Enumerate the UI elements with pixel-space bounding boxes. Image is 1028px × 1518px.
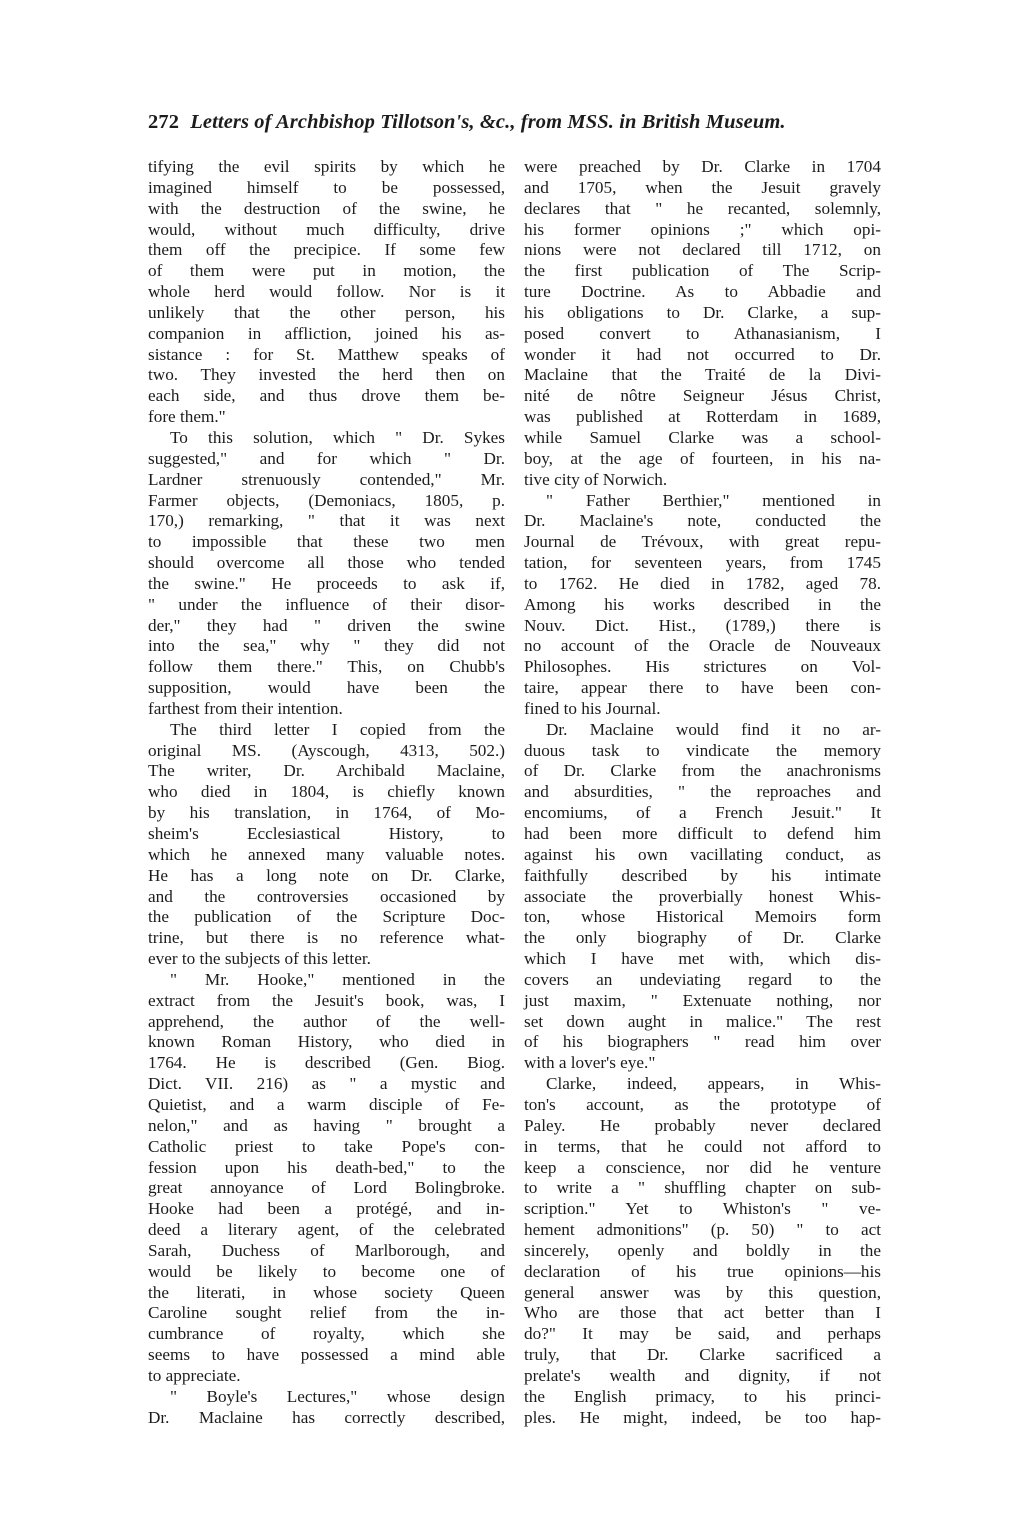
text-line: To this solution, which " Dr. Sykes [170, 427, 505, 447]
text-line: declares that " he recanted, solemnly, [524, 198, 881, 218]
text-line: would be likely to become one of [148, 1261, 505, 1281]
text-line: Catholic priest to take Pope's con- [148, 1136, 505, 1156]
text-line: whole herd would follow. Nor is it [148, 282, 505, 302]
text-line: Philosophes. His strictures on Vol- [524, 657, 881, 677]
text-line: set down aught in malice." The rest [524, 1011, 881, 1031]
text-line: farthest from their intention. [148, 698, 343, 718]
text-line: " Boyle's Lectures," whose design [170, 1386, 505, 1406]
text-line: trine, but there is no reference what- [148, 928, 505, 948]
text-line: prelate's wealth and dignity, if not [524, 1365, 881, 1385]
text-line: of Dr. Clarke from the anachronisms [524, 761, 881, 781]
text-line: would, without much difficulty, drive [148, 219, 505, 239]
text-line: known Roman History, who died in [148, 1032, 505, 1052]
text-line: and 1705, when the Jesuit gravely [524, 177, 881, 197]
text-line: do?" It may be said, and perhaps [524, 1324, 881, 1344]
text-line: tifying the evil spirits by which he [148, 157, 505, 176]
left-column [148, 157, 505, 1428]
text-line: covers an undeviating regard to the [524, 969, 881, 989]
text-line: Hooke had been a protégé, and in- [148, 1199, 505, 1219]
text-line: ton, whose Historical Memoirs form [524, 907, 881, 927]
text-line: to write a " shuffling chapter on sub- [524, 1178, 881, 1198]
text-line: were preached by Dr. Clarke in 1704 [524, 157, 881, 176]
text-line: with a lover's eye." [524, 1053, 656, 1073]
text-line: Clarke, indeed, appears, in Whis- [546, 1074, 881, 1094]
text-line: keep a conscience, nor did he venture [524, 1157, 881, 1177]
text-line: 1764. He is described (Gen. Biog. [148, 1053, 505, 1073]
text-line: his obligations to Dr. Clarke, a sup- [524, 302, 881, 322]
text-line: posed convert to Athanasianism, I [524, 323, 881, 343]
text-line: follow them there." This, on Chubb's [148, 657, 505, 677]
text-line: nité de nôtre Seigneur Jésus Christ, [524, 386, 881, 406]
text-line: unlikely that the other person, his [148, 302, 505, 322]
text-line: The writer, Dr. Archibald Maclaine, [148, 761, 505, 781]
text-line: seems to have possessed a mind able [148, 1345, 505, 1365]
text-line: which I have met with, which dis- [524, 949, 881, 969]
text-line: just maxim, " Extenuate nothing, nor [524, 990, 881, 1010]
text-line: fession upon his death-bed," to the [148, 1157, 505, 1177]
paragraph [524, 720, 881, 1074]
paragraph [148, 157, 505, 428]
text-line: Dr. Maclaine has correctly described, [148, 1407, 505, 1427]
text-line: Dr. Maclaine would find it no ar- [546, 719, 881, 739]
text-line: was published at Rotterdam in 1689, [524, 407, 881, 427]
paragraph [148, 428, 505, 720]
text-line: supposition, would have been the [148, 678, 505, 698]
text-line: nelon," and as having " brought a [148, 1115, 505, 1135]
text-line: two. They invested the herd then on [148, 365, 505, 385]
paragraph [524, 1074, 881, 1428]
text-line: the publication of the Scripture Doc- [148, 907, 505, 927]
text-line: tive city of Norwich. [524, 469, 668, 489]
text-line: tation, for seventeen years, from 1745 [524, 553, 881, 573]
text-line: who died in 1804, is chiefly known [148, 782, 505, 802]
text-line: " under the influence of their disor- [148, 594, 505, 614]
text-line: ever to the subjects of this letter. [148, 949, 371, 969]
text-line: fore them." [148, 407, 226, 427]
text-line: should overcome all those who tended [148, 553, 505, 573]
text-line: " Mr. Hooke," mentioned in the [170, 969, 505, 989]
text-line: suggested," and for which " Dr. [148, 448, 505, 468]
text-line: to appreciate. [148, 1365, 241, 1385]
running-head [148, 111, 908, 134]
text-line: by his translation, in 1764, of Mo- [148, 803, 505, 823]
text-line: in terms, that he could not afford to [524, 1136, 881, 1156]
paragraph [524, 157, 881, 491]
text-line: imagined himself to be possessed, [148, 177, 505, 197]
text-line: scription." Yet to Whiston's " ve- [524, 1199, 881, 1219]
text-line: Lardner strenuously contended," Mr. [148, 469, 505, 489]
text-line: against his own vacillating conduct, as [524, 844, 881, 864]
text-line: der," they had " driven the swine [148, 615, 505, 635]
text-line: of his biographers " read him over [524, 1032, 881, 1052]
text-line: each side, and thus drove them be- [148, 386, 505, 406]
text-line: ture Doctrine. As to Abbadie and [524, 282, 881, 302]
text-line: Among his works described in the [524, 594, 881, 614]
text-line: cumbrance of royalty, which she [148, 1324, 505, 1344]
paragraph [524, 491, 881, 720]
text-line: declaration of his true opinions—his [524, 1261, 881, 1281]
text-line: Dr. Maclaine's note, conducted the [524, 511, 881, 531]
text-line: no account of the Oracle de Nouveaux [524, 636, 881, 656]
text-line: of them were put in motion, the [148, 261, 505, 281]
text-line: and absurdities, " the reproaches and [524, 782, 881, 802]
text-line: The third letter I copied from the [170, 719, 505, 739]
text-line: the swine." He proceeds to ask if, [148, 573, 505, 593]
text-line: Journal de Trévoux, with great repu- [524, 532, 881, 552]
text-line: hement admonitions" (p. 50) " to act [524, 1220, 881, 1240]
text-line: with the destruction of the swine, he [148, 198, 505, 218]
text-line: Sarah, Duchess of Marlborough, and [148, 1240, 505, 1260]
page-number: 272 [148, 111, 180, 133]
text-line: wonder it had not occurred to Dr. [524, 344, 881, 364]
right-column [524, 157, 881, 1428]
text-line: associate the proverbially honest Whis- [524, 886, 881, 906]
text-line: encomiums, of a French Jesuit." It [524, 803, 881, 823]
text-line: duous task to vindicate the memory [524, 740, 881, 760]
text-line: 170,) remarking, " that it was next [148, 511, 505, 531]
text-line: the first publication of The Scrip- [524, 261, 881, 281]
text-line: while Samuel Clarke was a school- [524, 427, 881, 447]
text-line: sistance : for St. Matthew speaks of [148, 344, 505, 364]
text-line: to impossible that these two men [148, 532, 505, 552]
text-line: original MS. (Ayscough, 4313, 502.) [148, 740, 505, 760]
text-line: Caroline sought relief from the in- [148, 1303, 505, 1323]
text-line: fined to his Journal. [524, 698, 661, 718]
text-line: sincerely, openly and boldly in the [524, 1240, 881, 1260]
text-line: faithfully described by his intimate [524, 865, 881, 885]
text-line: apprehend, the author of the well- [148, 1011, 505, 1031]
text-line: boy, at the age of fourteen, in his na- [524, 448, 881, 468]
text-line: the English primacy, to his princi- [524, 1386, 881, 1406]
text-line: and the controversies occasioned by [148, 886, 505, 906]
text-line: ples. He might, indeed, be too hap- [524, 1407, 881, 1427]
text-line: Maclaine that the Traité de la Divi- [524, 365, 881, 385]
text-line: into the sea," why " they did not [148, 636, 505, 656]
text-line: the literati, in whose society Queen [148, 1282, 505, 1302]
text-line: " Father Berthier," mentioned in [546, 490, 881, 510]
text-line: He has a long note on Dr. Clarke, [148, 865, 505, 885]
text-line: extract from the Jesuit's book, was, I [148, 990, 505, 1010]
text-line: to 1762. He died in 1782, aged 78. [524, 573, 881, 593]
text-line: the only biography of Dr. Clarke [524, 928, 881, 948]
text-line: Paley. He probably never declared [524, 1115, 881, 1135]
text-line: Quietist, and a warm disciple of Fe- [148, 1094, 505, 1114]
text-line: general answer was by this question, [524, 1282, 881, 1302]
text-line: Dict. VII. 216) as " a mystic and [148, 1074, 505, 1094]
text-line: truly, that Dr. Clarke sacrificed a [524, 1345, 881, 1365]
text-line: them off the precipice. If some few [148, 240, 505, 260]
text-line: sheim's Ecclesiastical History, to [148, 824, 505, 843]
text-line: companion in affliction, joined his as- [148, 323, 505, 343]
text-line: nions were not declared till 1712, on [524, 240, 881, 260]
text-line: ton's account, as the prototype of [524, 1094, 881, 1114]
text-line: Nouv. Dict. Hist., (1789,) there is [524, 615, 881, 635]
running-title: Letters of Archbishop Tillotson's, &c., from MSS. in British Museum. [190, 111, 786, 133]
text-line: great annoyance of Lord Bolingbroke. [148, 1178, 505, 1198]
text-line: deed a literary agent, of the celebrated [148, 1220, 505, 1240]
paragraph [148, 1387, 505, 1429]
paragraph [148, 720, 505, 970]
paragraph [148, 970, 505, 1387]
text-line: which he annexed many valuable notes. [148, 844, 505, 864]
text-line: his former opinions ;" which opi- [524, 219, 881, 239]
text-line: Who are those that act better than I [524, 1303, 881, 1323]
text-line: taire, appear there to have been con- [524, 678, 881, 698]
text-line: Farmer objects, (Demoniacs, 1805, p. [148, 490, 505, 510]
text-line: had been more difficult to defend him [524, 824, 881, 843]
